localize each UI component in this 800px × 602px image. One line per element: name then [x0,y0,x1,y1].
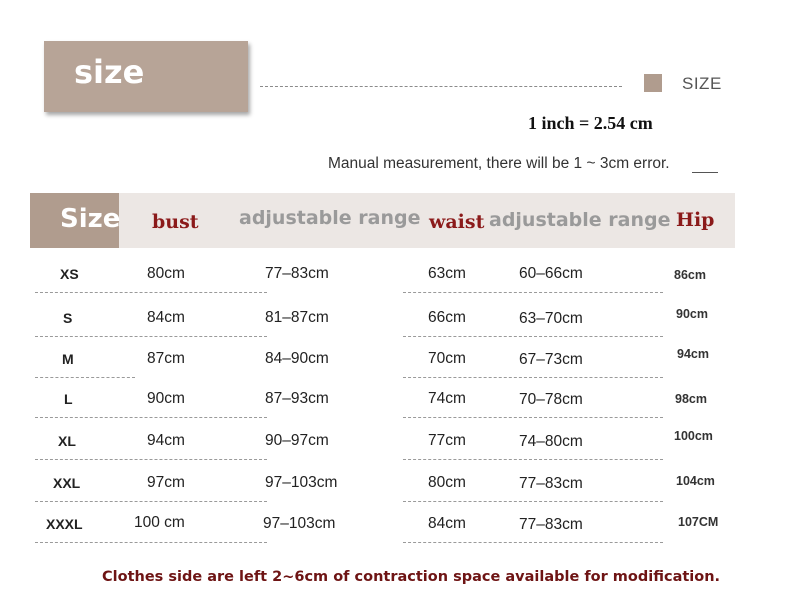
size-badge-label: size [74,53,145,91]
header-size-label: Size [60,204,121,234]
cell-hip: 98cm [675,392,707,406]
cell-waist-range: 74–80cm [519,433,583,450]
cell-size: S [63,310,73,326]
measurement-note: Manual measurement, there will be 1 ~ 3cm error. [328,155,670,172]
cell-bust: 94cm [147,432,185,449]
cell-bust: 90cm [147,390,185,407]
footer-note: Clothes side are left 2~6cm of contraction space available for modification. [102,569,721,585]
row-divider [403,417,663,418]
header-size-cell [30,193,119,248]
cell-bust: 100 cm [134,514,185,531]
cell-waist: 66cm [428,309,466,326]
row-divider [403,336,663,337]
cell-waist: 80cm [428,474,466,491]
cell-waist-range: 70–78cm [519,391,583,408]
cell-bust-range: 87–93cm [265,390,329,407]
note-underline [692,172,718,173]
header-waist-range: adjustable range [489,209,671,231]
cell-hip: 90cm [676,307,708,321]
row-divider [35,336,267,337]
row-divider [403,459,663,460]
size-legend-label: SIZE [682,74,722,93]
row-divider [403,501,663,502]
cell-hip: 100cm [674,429,713,443]
cell-size: XL [58,433,76,449]
cell-bust: 97cm [147,474,185,491]
cell-waist-range: 63–70cm [519,310,583,327]
cell-waist-range: 77–83cm [519,516,583,533]
header-divider [260,86,622,87]
cell-bust-range: 77–83cm [265,265,329,282]
conversion-note: 1 inch = 2.54 cm [528,113,653,133]
cell-waist: 84cm [428,515,466,532]
cell-waist-range: 67–73cm [519,351,583,368]
row-divider [403,542,663,543]
cell-size: XS [60,266,79,282]
cell-waist: 70cm [428,350,466,367]
cell-bust: 80cm [147,265,185,282]
cell-bust: 87cm [147,350,185,367]
cell-waist: 63cm [428,265,466,282]
cell-bust: 84cm [147,309,185,326]
cell-size: XXXL [46,516,83,532]
header-bust-range: adjustable range [239,207,421,229]
cell-bust-range: 81–87cm [265,309,329,326]
cell-hip: 104cm [676,474,715,488]
size-badge [44,41,248,112]
header-bust: bust [152,211,199,233]
row-divider [403,377,663,378]
cell-bust-range: 97–103cm [265,474,338,491]
row-divider [403,292,663,293]
row-divider [35,542,267,543]
header-hip: Hip [676,209,715,231]
size-legend-swatch [644,74,662,92]
row-divider [35,501,267,502]
cell-waist-range: 77–83cm [519,475,583,492]
row-divider [35,459,267,460]
cell-size: M [62,351,74,367]
cell-bust-range: 97–103cm [263,515,336,532]
cell-hip: 86cm [674,268,706,282]
cell-hip: 107CM [678,515,719,529]
cell-waist: 74cm [428,390,466,407]
cell-hip: 94cm [677,347,709,361]
row-divider [35,417,267,418]
cell-size: XXL [53,475,81,491]
cell-size: L [64,391,73,407]
cell-bust-range: 90–97cm [265,432,329,449]
row-divider [35,377,135,378]
cell-waist-range: 60–66cm [519,265,583,282]
header-waist: waist [429,211,485,233]
row-divider [35,292,267,293]
cell-waist: 77cm [428,432,466,449]
cell-bust-range: 84–90cm [265,350,329,367]
